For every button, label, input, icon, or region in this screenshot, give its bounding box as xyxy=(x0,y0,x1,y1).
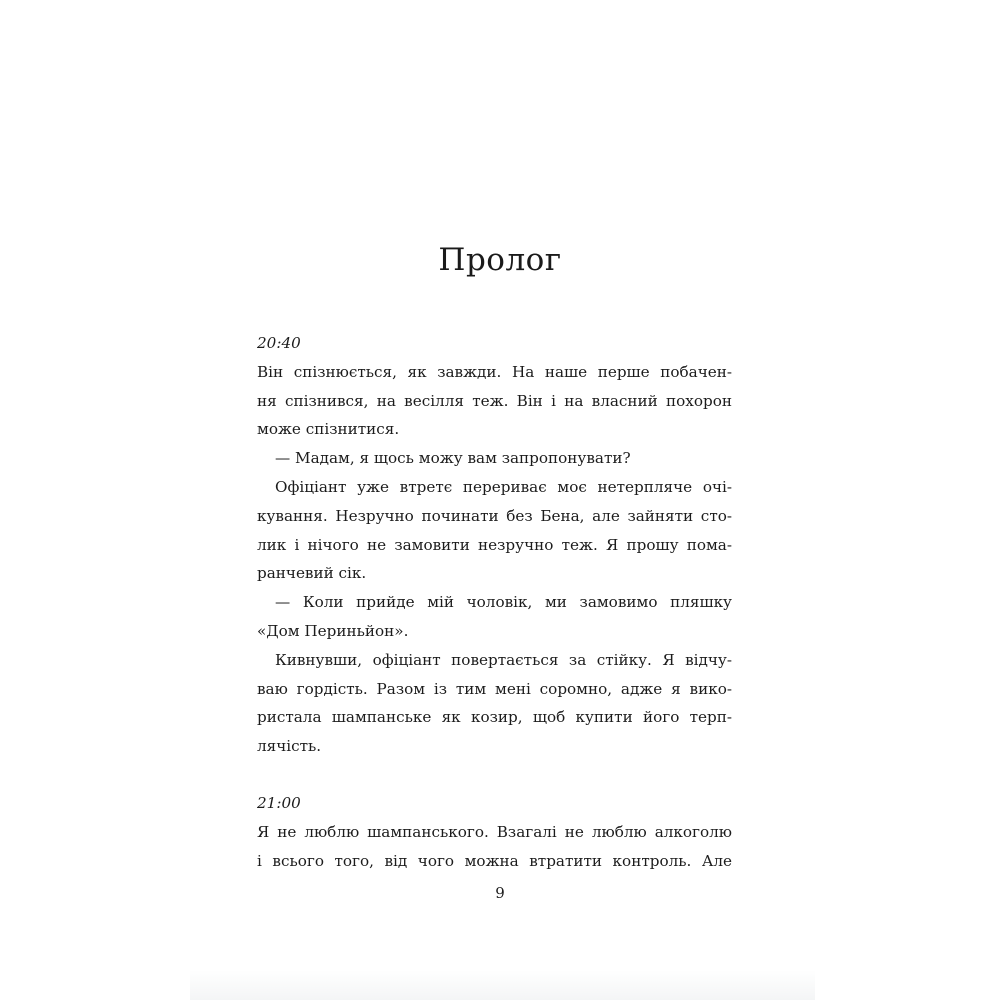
text-line: може спізнитися. xyxy=(257,420,400,439)
text-line: лячість. xyxy=(257,737,322,756)
text-line: Кивнувши, офіціант повертається за стійку. Я відчу- xyxy=(275,650,732,669)
text-line: і всього того, від чого можна втратити контроль. Але xyxy=(257,851,732,870)
text-line: ня спізнився, на весілля теж. Він і на власний похорон xyxy=(257,391,732,410)
text-line: Він спізнюється, як завжди. На наше перше побачен- xyxy=(257,362,732,381)
time-stamp: 20:40 xyxy=(257,334,301,352)
text-line: — Коли прийде мій чоловік, ми замовимо пляшку xyxy=(275,593,732,612)
page-number: 9 xyxy=(495,884,505,902)
chapter-title: Пролог xyxy=(438,242,562,278)
text-line: кування. Незручно починати без Бена, але зайняти сто- xyxy=(257,506,732,525)
text-line: лик і нічого не замовити незручно теж. Я прошу пома- xyxy=(257,535,732,554)
text-line: «Дом Периньйон». xyxy=(257,621,409,640)
time-stamp: 21:00 xyxy=(257,793,301,812)
page-edge-shadow xyxy=(190,970,815,1000)
section-gap xyxy=(257,761,732,789)
text-line: — Мадам, я щось можу вам запропонувати? xyxy=(275,449,631,468)
text-line: ранчевий сік. xyxy=(257,564,367,583)
page-body xyxy=(257,329,732,875)
text-line: Офіціант уже втретє перериває моє нетерпляче очі- xyxy=(275,477,732,496)
text-line: ваю гордість. Разом із тим мені соромно, адже я вико- xyxy=(257,679,732,698)
text-line: Я не люблю шампанського. Взагалі не люблю алкоголю xyxy=(257,822,732,841)
text-line: ристала шампанське як козир, щоб купити його терп- xyxy=(257,708,732,727)
